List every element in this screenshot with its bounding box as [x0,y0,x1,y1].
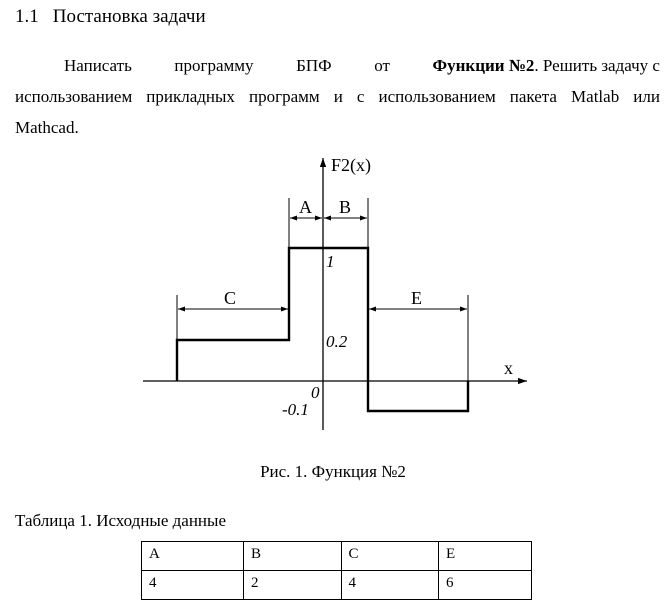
value-zero: 0 [311,383,320,402]
table-cell: 4 [341,571,439,600]
section-number: 1.1 [15,6,39,27]
word: программу [174,56,254,75]
value-one: 1 [326,252,335,271]
table-cell: 4 [142,571,244,600]
table-header-cell: C [341,542,439,571]
table-title: Таблица 1. Исходные данные [15,511,226,530]
word: Matlab [571,87,620,106]
table-row [142,571,532,600]
word: прикладных [146,87,235,106]
word: использованием [15,87,133,106]
label-e: E [411,288,422,308]
word: пакета [509,87,557,106]
y-axis-label: F2(x) [331,155,371,175]
value-neg-point-one: -0.1 [282,400,309,419]
word: использованием [378,87,496,106]
label-c: C [224,288,237,308]
word: от [374,56,390,75]
table-cell: 6 [439,571,532,600]
paragraph-line-3: Mathcad. [15,118,79,137]
word: Написать [64,56,132,75]
table-header-cell: E [439,542,532,571]
label-a: A [299,197,312,217]
table-header-cell: A [142,542,244,571]
figure-caption: Рис. 1. Функция №2 [260,462,406,481]
word: с [356,87,365,106]
x-axis-label: x [504,358,513,378]
word: или [633,87,660,106]
table-header-row [142,542,532,571]
word: БПФ [296,56,332,75]
section-title: Постановка задачи [52,6,206,27]
word: . Решить задачу с [534,56,660,75]
table-header-cell: B [244,542,342,571]
function-name: Функции №2 [432,56,535,75]
word: программ [249,87,320,106]
table-cell: 2 [244,571,342,600]
value-point-two: 0.2 [326,332,348,351]
word: и [333,87,343,106]
source-data-table [141,541,532,600]
label-b: B [339,197,352,217]
